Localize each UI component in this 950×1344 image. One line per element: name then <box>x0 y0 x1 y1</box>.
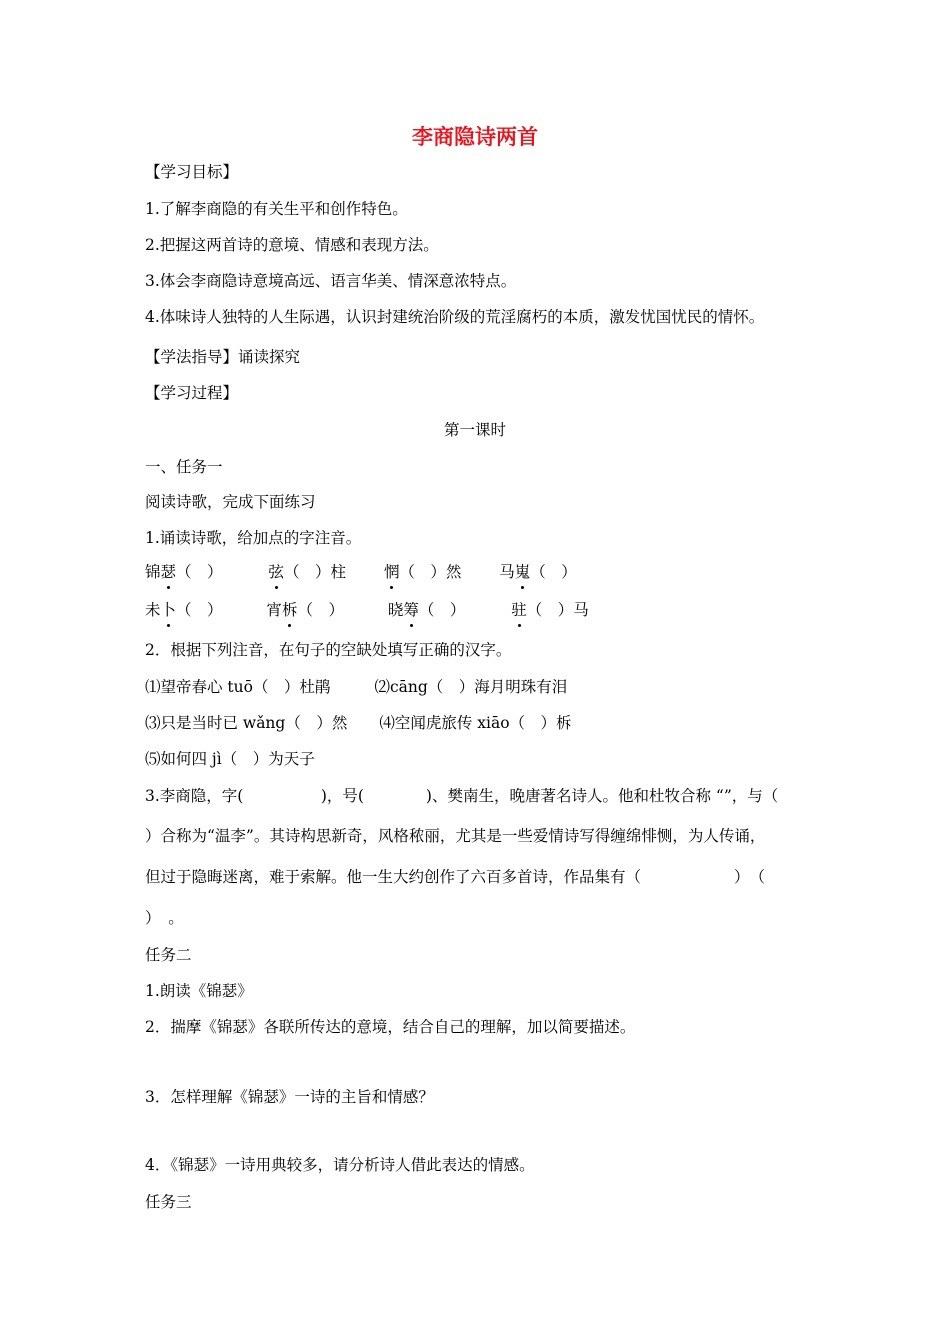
task-two-heading: 任务二 <box>145 946 192 964</box>
task-two-item-2: 2．揣摩《锦瑟》各联所传达的意境，结合自己的理解，加以简要描述。 <box>145 1018 636 1036</box>
page-title: 李商隐诗两首 <box>412 125 538 149</box>
question-3-line-2: ）合称为“温李”。其诗构思新奇，风格秾丽，尤其是一些爱情诗写得缠绵悱恻，为人传诵， <box>145 827 766 845</box>
fill-row-1 <box>145 676 567 698</box>
dotted-char: 嵬 <box>514 563 531 581</box>
task-one-instruction: 阅读诗歌，完成下面练习 <box>145 493 316 511</box>
dotted-char: 卜 <box>160 601 177 619</box>
goal-item-1: 1.了解李商隐的有关生平和创作特色。 <box>145 200 408 218</box>
dotted-char: 惘 <box>383 563 400 581</box>
question-3-line-1: 3.李商隐，字( )，号( )、樊南生，晚唐著名诗人。他和杜牧合称 “”，与（ <box>145 787 779 805</box>
question-3-line-4: ） 。 <box>145 909 184 927</box>
question-1-pinyin: 1.诵读诗歌，给加点的字注音。 <box>145 529 362 547</box>
goal-item-3: 3.体会李商隐诗意境高远、语言华美、情深意浓特点。 <box>145 272 517 290</box>
question-3-line-3: 但过于隐晦迷离，难于索解。他一生大约创作了六百多首诗，作品集有（ ） （ <box>145 868 766 886</box>
goal-item-4: 4.体味诗人独特的人生际遇，认识封建统治阶级的荒淫腐朽的本质，激发忧国忧民的情怀。 <box>145 308 765 326</box>
dotted-char: 驻 <box>511 601 527 619</box>
method-guide: 【学法指导】诵读探究 <box>145 348 301 366</box>
dotted-char: 弦 <box>268 563 284 581</box>
task-three-heading: 任务三 <box>145 1193 192 1211</box>
fill-item-3: ⑶只是当时已 wǎng（ ）然 <box>145 714 348 732</box>
section-heading-goals: 【学习目标】 <box>145 163 239 181</box>
section-heading-process: 【学习过程】 <box>145 384 239 402</box>
dotted-char: 筹 <box>403 601 419 619</box>
task-two-item-3: 3．怎样理解《锦瑟》一诗的主旨和情感？ <box>145 1088 434 1106</box>
fill-row-2 <box>145 712 572 734</box>
lesson-heading: 第一课时 <box>443 421 506 439</box>
goal-item-2: 2.把握这两首诗的意境、情感和表现方法。 <box>145 236 439 254</box>
fill-item-1: ⑴望帝春心 tuō（ ）杜鹃 <box>145 678 331 696</box>
task-one-heading: 一、任务一 <box>145 458 223 476</box>
fill-item-2: ⑵cāng（ ）海月明珠有泪 <box>374 678 568 696</box>
pinyin-row-2: 未卜（ ） 宵柝（ ） 晓筹（ ） 驻（ ）马 <box>145 601 589 619</box>
task-two-item-4: 4．《锦瑟》一诗用典较多，请分析诗人借此表达的情感。 <box>145 1156 535 1174</box>
dotted-char: 柝 <box>281 601 298 619</box>
fill-item-4: ⑷空闻虎旅传 xiāo（ ）柝 <box>379 714 572 732</box>
fill-item-5: ⑸如何四 jì（ ）为天子 <box>145 750 315 768</box>
task-two-item-1: 1.朗读《锦瑟》 <box>145 982 253 1000</box>
dotted-char: 瑟 <box>160 563 177 581</box>
question-2-instruction: 2．根据下列注音，在句子的空缺处填写正确的汉字。 <box>145 641 512 659</box>
pinyin-row-1: 锦瑟（ ） 弦（ ）柱 惘（ ）然 马嵬（ ） <box>145 563 577 581</box>
